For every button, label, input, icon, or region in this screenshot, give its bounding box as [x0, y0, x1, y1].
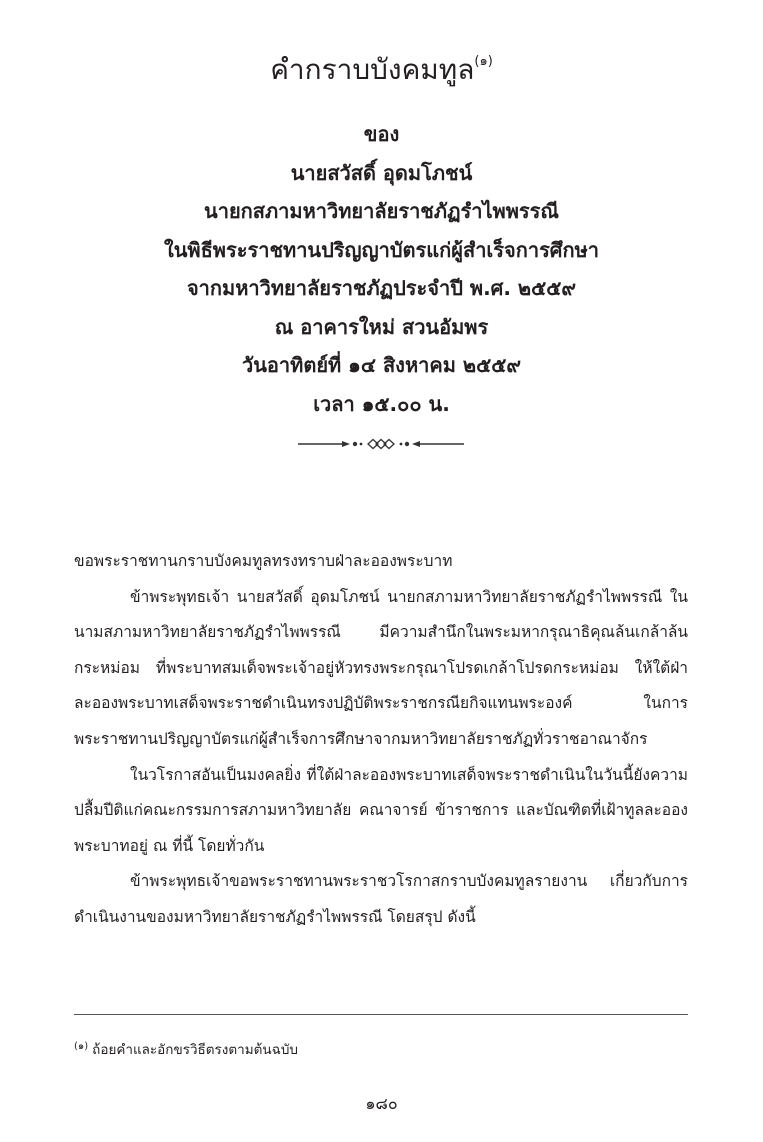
footnote-text: ถ้อยคำและอักขรวิธีตรงตามต้นฉบับ [92, 1042, 298, 1058]
page-number: ๑๘๐ [365, 1094, 398, 1113]
header-line: ในพิธีพระราชทานปริญญาบัตรแก่ผู้สำเร็จการศึกษา [163, 237, 600, 262]
title-text: คำกราบบังคมทูล [270, 53, 475, 86]
body-paragraph: ในวโรกาสอันเป็นมงคลยิ่ง ที่ใต้ฝ่าละอองพระบาทเสด็จพระราชดำเนินในวันนี้ยังความปลื้มปีติแก่คณะกรรมการสภามหาวิทยาลัย คณาจารย์ ข้าราชการ และบัณฑิตที่เฝ้าทูลละอองพระบาทอยู่ ณ ที่นี้ โดยทั่วกัน [74, 765, 688, 855]
header-line: ของ [363, 122, 400, 146]
header-line: เวลา ๑๕.๐๐ น. [313, 391, 450, 416]
header-line: ณ อาคารใหม่ สวนอัมพร [274, 314, 489, 339]
page-title [0, 42, 763, 90]
footnote-divider [74, 1014, 688, 1015]
body-paragraph: ข้าพระพุทธเจ้าขอพระราชทานพระราชวโรกาสกราบบังคมทูลรายงาน เกี่ยวกับการดำเนินงานของมหาวิทยาลัยราชภัฏรำไพพรรณี โดยสรุป ดังนี้ [74, 872, 688, 926]
footnote-marker: (๑) [74, 1041, 89, 1052]
header-line: วันอาทิตย์ที่ ๑๔ สิงหาคม ๒๕๕๙ [242, 353, 521, 377]
address-body [74, 544, 688, 936]
header-line: จากมหาวิทยาลัยราชภัฏประจำปี พ.ศ. ๒๕๕๙ [186, 276, 577, 300]
body-paragraph: ข้าพระพุทธเจ้า นายสวัสดิ์ อุดมโภชน์ นายกสภามหาวิทยาลัยราชภัฏรำไพพรรณี ในนามสภามหาวิทยาลัยราชภัฏรำไพพรรณี มีความสำนึกในพระมหากรุณาธิคุณล้นเกล้าล้นกระหม่อม ที่พระบาทสมเด็จพระเจ้าอยู่หัวทรงพระกรุณาโปรดเกล้าโปรดกระหม่อม ให้ใต้ฝ่าละอองพระบาทเสด็จพระราชดำเนินทรงปฏิบัติพระราชกรณียกิจแทนพระองค์ ในการพระราชทานปริญญาบัตรแก่ผู้สำเร็จการศึกษาจากมหาวิทยาลัยราชภัฏทั่วราชอาณาจักร [74, 587, 688, 748]
title-footnote-marker: (๑) [474, 54, 493, 69]
header-line: นายสวัสดิ์ อุดมโภชน์ [290, 160, 473, 185]
ceremony-header [0, 115, 763, 423]
salutation-paragraph: ขอพระราชทานกราบบังคมทูลทรงทราบฝ่าละอองพระบาท [74, 552, 453, 570]
ornament-divider-icon [296, 436, 466, 452]
header-line: นายกสภามหาวิทยาลัยราชภัฏรำไพพรรณี [204, 199, 559, 223]
footnote [74, 1037, 688, 1060]
